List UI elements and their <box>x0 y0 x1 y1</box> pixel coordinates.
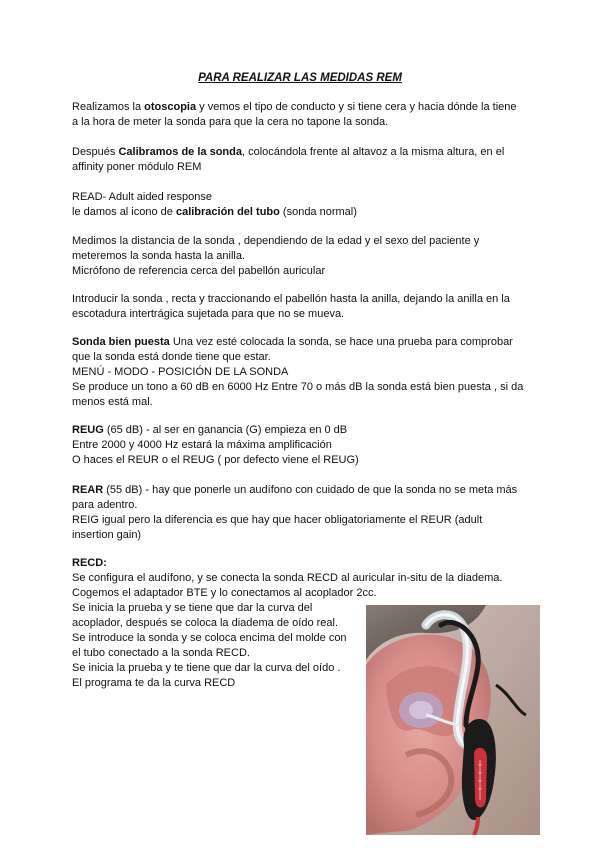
line: escotadura intertrágica sujetada para que no se mueva. <box>72 308 345 320</box>
document-title: PARA REALIZAR LAS MEDIDAS REM <box>198 72 402 84</box>
bold-term: REUG <box>72 424 104 436</box>
text: (55 dB) - hay que ponerle un audífono con cuidado de que la sonda no se meta más <box>103 484 518 496</box>
line <box>72 145 532 160</box>
paragraph-read <box>72 190 532 220</box>
text: (65 dB) - al ser en ganancia (G) empieza en 0 dB <box>103 424 348 436</box>
text: , colocándola frente al altavoz a la misma altura, en el <box>241 146 505 158</box>
line: READ- Adult aided response <box>72 191 213 203</box>
line: Se inicia la prueba y te tiene que dar la curva del oído . <box>72 662 341 674</box>
line: O haces el REUR o el REUG ( por defecto viene el REUG) <box>72 454 359 466</box>
paragraph-otoscopia <box>72 100 532 130</box>
line: insertion gain) <box>72 529 142 541</box>
bold-term: REAR <box>72 484 104 496</box>
section-heading: RECD: <box>72 557 107 569</box>
bold-term: Sonda bien puesta <box>72 336 170 348</box>
bold-term: otoscopia <box>144 101 197 113</box>
paragraph-distance <box>72 234 532 279</box>
line: MENÚ - MODO - POSICIÓN DE LA SONDA <box>72 366 289 378</box>
line: REIG igual pero la diferencia es que hay que hacer obligatoriamente el REUR (adult <box>72 514 483 526</box>
text: y vemos el tipo de conducto y si tiene cera y hacia dónde la tiene <box>196 101 517 113</box>
line: Se configura el audífono, y se conecta la sonda RECD al auricular in-situ de la diadema. <box>72 572 503 584</box>
line: Medimos la distancia de la sonda , dependiendo de la edad y el sexo del paciente y <box>72 235 480 247</box>
line: acoplador, después se coloca la diadema de oído real. <box>72 617 339 629</box>
line <box>72 205 532 220</box>
paragraph-insert <box>72 292 532 322</box>
paragraph-sonda-bien-puesta <box>72 335 532 410</box>
text: Después <box>72 146 119 158</box>
text: Una vez esté colocada la sonda, se hace una prueba para comprobar <box>169 336 513 348</box>
paragraph-reug <box>72 423 532 468</box>
line <box>72 100 532 115</box>
line: para adentro. <box>72 499 138 511</box>
line: Se produce un tono a 60 dB en 6000 Hz Entre 70 o más dB la sonda está bien puesta , si da <box>72 381 524 393</box>
line: a la hora de meter la sonda para que la cera no tapone la sonda. <box>72 116 389 128</box>
line: Se inicia la prueba y se tiene que dar la curva del <box>72 602 313 614</box>
text: le damos al icono de <box>72 206 176 218</box>
line <box>72 483 532 498</box>
line: Micrófono de referencia cerca del pabellón auricular <box>72 265 326 277</box>
paragraph-calibration <box>72 145 532 175</box>
text: (sonda normal) <box>279 206 357 218</box>
text: Realizamos la <box>72 101 145 113</box>
line: Entre 2000 y 4000 Hz estará la máxima amplificación <box>72 439 332 451</box>
line: El programa te da la curva RECD <box>72 677 236 689</box>
line <box>72 556 532 571</box>
line: menos está mal. <box>72 396 153 408</box>
line: Cogemos el adaptador BTE y lo conectamos al acoplador 2cc. <box>72 587 377 599</box>
line: Se introduce la sonda y se coloca encima del molde con <box>72 632 347 644</box>
line: Introducir la sonda , recta y traccionando el pabellón hasta la anilla, dejando la anilla en la <box>72 293 510 305</box>
bold-term: calibración del tubo <box>175 206 280 218</box>
line <box>72 423 532 438</box>
line: que la sonda está donde tiene que estar. <box>72 351 271 363</box>
ear-probe-photo <box>366 605 540 835</box>
line: el tubo conectado a la sonda RECD. <box>72 647 250 659</box>
bold-term: Calibramos de la sonda <box>118 146 242 158</box>
line: meteremos la sonda hasta la anilla. <box>72 250 246 262</box>
line: affinity poner módulo REM <box>72 161 202 173</box>
line <box>72 335 532 350</box>
paragraph-rear <box>72 483 532 543</box>
